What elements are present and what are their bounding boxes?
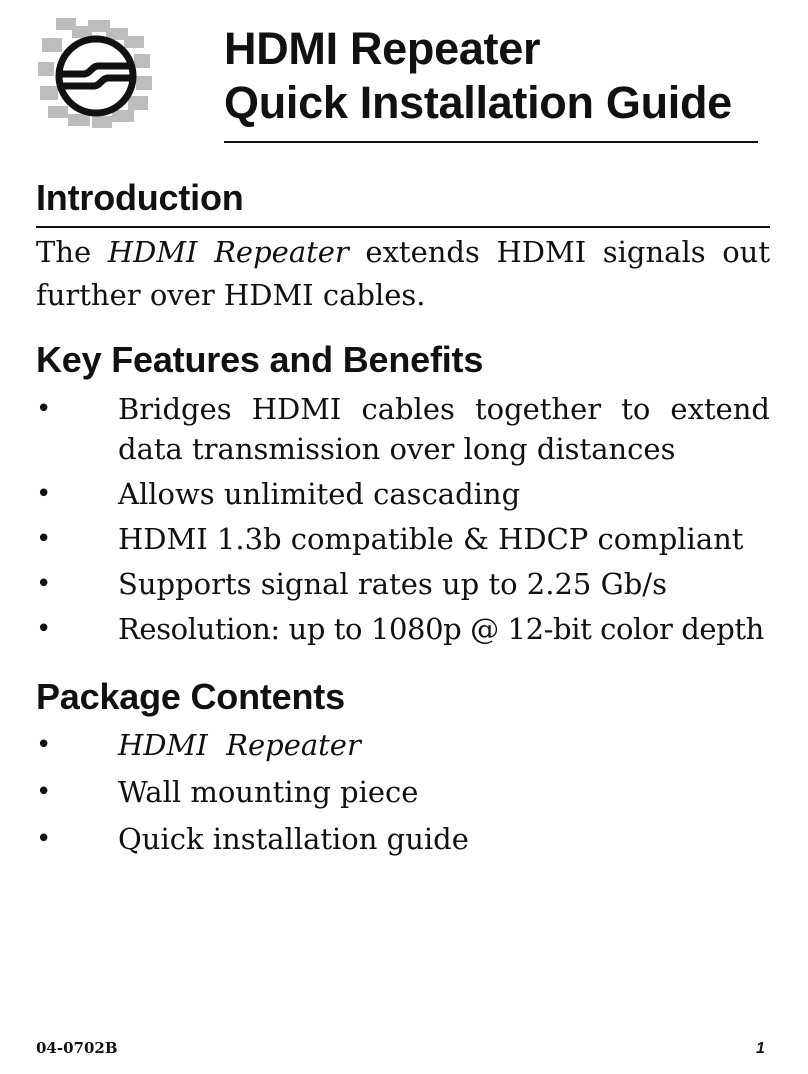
bullet: •	[36, 569, 52, 599]
bullet: •	[36, 394, 52, 424]
intro-text-before: The	[36, 235, 108, 269]
list-item	[36, 609, 770, 649]
list-item	[36, 772, 770, 812]
bullet: •	[36, 524, 52, 554]
bullet: •	[36, 614, 52, 644]
package-contents-heading: Package Contents	[36, 676, 345, 717]
title-line-2: Quick Installation Guide	[224, 77, 732, 128]
introduction-heading: Introduction	[36, 177, 244, 218]
document-code: 04-0702B	[36, 1039, 118, 1057]
feature-text: HDMI 1.3b compatible & HDCP compliant	[118, 522, 744, 556]
list-item	[36, 519, 770, 559]
list-item	[36, 819, 770, 859]
features-list	[36, 389, 770, 654]
package-item-text: Wall mounting piece	[118, 775, 419, 809]
package-contents-list	[36, 725, 770, 866]
list-item	[36, 725, 770, 765]
list-item	[36, 564, 770, 604]
introduction-paragraph	[36, 231, 770, 317]
bullet: •	[36, 730, 52, 760]
introduction-rule	[36, 226, 770, 228]
intro-product-name: HDMI Repeater	[107, 235, 349, 269]
feature-text: Bridges HDMI cables together to extend data transmission over long distances	[118, 392, 770, 466]
list-item	[36, 474, 770, 514]
feature-text: Supports signal rates up to 2.25 Gb/s	[118, 567, 667, 601]
bullet: •	[36, 777, 52, 807]
bullet: •	[36, 824, 52, 854]
siig-logo-icon	[36, 14, 154, 132]
list-item	[36, 389, 770, 469]
package-item-text: Quick installation guide	[118, 822, 469, 856]
document-title	[224, 22, 758, 130]
title-rule	[224, 141, 758, 143]
intro-text-after: extends HDMI signals out further over HDMI cables.	[36, 235, 771, 312]
title-line-1: HDMI Repeater	[224, 23, 541, 74]
bullet: •	[36, 479, 52, 509]
feature-text: Allows unlimited cascading	[118, 477, 521, 511]
package-item-text: HDMI Repeater	[118, 728, 361, 762]
features-heading: Key Features and Benefits	[36, 339, 484, 380]
feature-text: Resolution: up to 1080p @ 12-bit color depth	[118, 612, 764, 646]
page-number: 1	[756, 1040, 765, 1057]
